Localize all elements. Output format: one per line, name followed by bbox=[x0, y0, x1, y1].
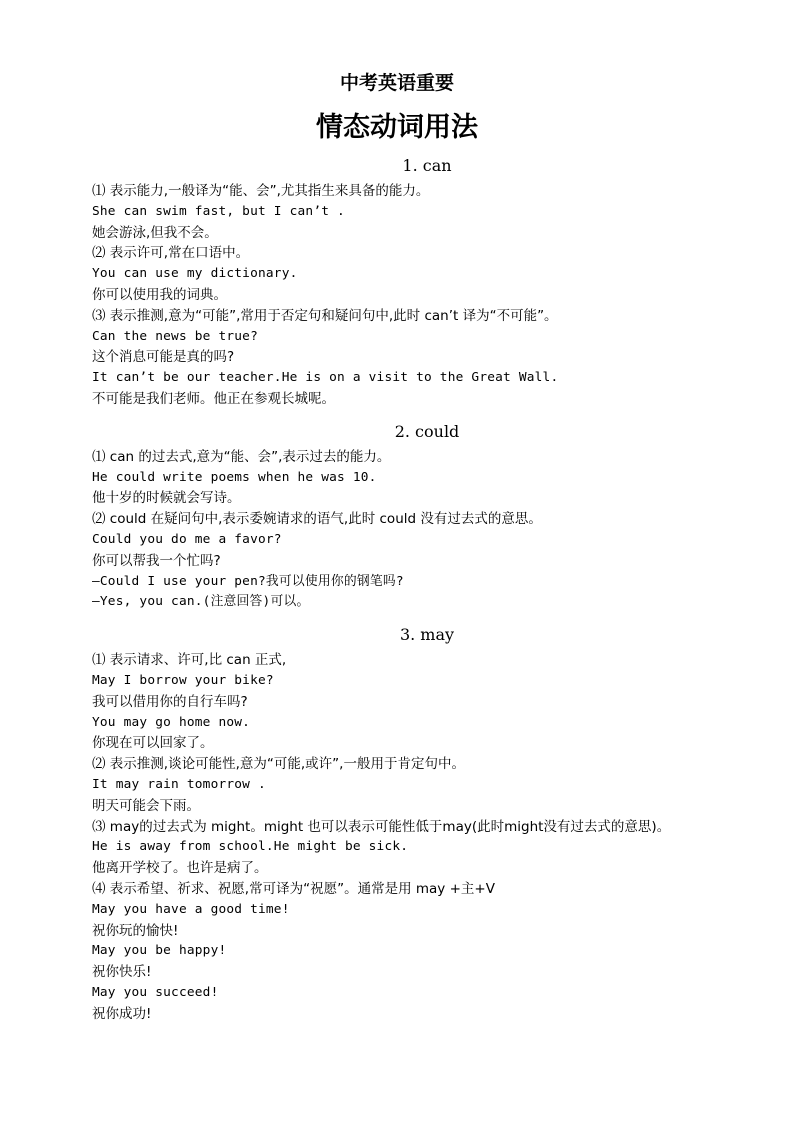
english-example-line: —Could I use your pen?我可以使用你的钢笔吗? bbox=[92, 573, 404, 589]
section-heading: 2. could bbox=[394, 421, 460, 441]
section-heading: 1. can bbox=[402, 156, 452, 175]
chinese-text-line: ⑴ 表示能力,一般译为“能、会”,尤其指生来具备的能力。 bbox=[92, 183, 430, 199]
english-example-line: You can use my dictionary. bbox=[92, 266, 298, 282]
section-heading: 3. may bbox=[399, 625, 455, 645]
chinese-text-line: ⑵ 表示推测,谈论可能性,意为“可能,或许”,一般用于肯定句中。 bbox=[92, 756, 465, 773]
english-example-line: Could you do me a favor? bbox=[92, 531, 282, 547]
chinese-text-line: 祝你玩的愉快! bbox=[92, 922, 179, 939]
english-example-line: It may rain tomorrow . bbox=[92, 776, 266, 792]
chinese-text-line: 祝你成功! bbox=[92, 1005, 152, 1022]
english-example-line: May you succeed! bbox=[92, 984, 219, 1000]
english-example-line: May I borrow your bike? bbox=[92, 672, 274, 688]
english-example-line: He is away from school.He might be sick. bbox=[92, 839, 409, 855]
chinese-text-line: 她会游泳,但我不会。 bbox=[92, 224, 218, 241]
chinese-text-line: 我可以借用你的自行车吗? bbox=[92, 693, 248, 710]
english-example-line: Can the news be true? bbox=[92, 328, 258, 344]
chinese-text-line: 你可以帮我一个忙吗? bbox=[92, 552, 221, 569]
chinese-text-line: ⑴ can 的过去式,意为“能、会”,表示过去的能力。 bbox=[92, 448, 391, 465]
chinese-text-line: 祝你快乐! bbox=[92, 964, 152, 981]
english-example-line: He could write poems when he was 10. bbox=[92, 469, 377, 485]
document-subtitle: 情态动词用法 bbox=[316, 112, 478, 143]
chinese-text-line: ⑷ 表示希望、祈求、祝愿,常可译为“祝愿”。通常是用 may +主+V bbox=[92, 880, 495, 897]
chinese-text-line: 你现在可以回家了。 bbox=[92, 735, 214, 752]
english-example-line: —Yes, you can.(注意回答)可以。 bbox=[92, 594, 310, 610]
english-example-line: It can’t be our teacher.He is on a visit to the Great Wall. bbox=[92, 370, 559, 386]
chinese-text-line: 他十岁的时候就会写诗。 bbox=[92, 490, 241, 507]
english-example-line: May you be happy! bbox=[92, 943, 227, 959]
chinese-text-line: 他离开学校了。也许是病了。 bbox=[92, 860, 268, 877]
english-example-line: She can swim fast, but I can’t . bbox=[92, 203, 345, 219]
section-1 bbox=[92, 150, 762, 410]
chinese-text-line: 这个消息可能是真的吗? bbox=[92, 349, 235, 366]
chinese-text-line: ⑵ could 在疑问句中,表示委婉请求的语气,此时 could 没有过去式的意思。 bbox=[92, 511, 542, 528]
chinese-text-line: ⑶ 表示推测,意为“可能”,常用于否定句和疑问句中,此时 can’t 译为“不可能”。 bbox=[92, 307, 558, 324]
section-3 bbox=[92, 619, 762, 1024]
document-body bbox=[92, 150, 762, 1030]
section-2 bbox=[92, 416, 762, 613]
document-title: 中考英语重要 bbox=[339, 72, 454, 94]
english-example-line: You may go home now. bbox=[92, 714, 251, 730]
chinese-text-line: ⑵ 表示许可,常在口语中。 bbox=[92, 245, 250, 262]
chinese-text-line: ⑶ may的过去式为 might。might 也可以表示可能性低于may(此时might没有过去式的意思)。 bbox=[92, 818, 671, 835]
english-example-line: May you have a good time! bbox=[92, 901, 290, 917]
chinese-text-line: 明天可能会下雨。 bbox=[92, 797, 200, 814]
chinese-text-line: ⑴ 表示请求、许可,比 can 正式, bbox=[92, 652, 287, 669]
chinese-text-line: 你可以使用我的词典。 bbox=[92, 286, 227, 303]
chinese-text-line: 不可能是我们老师。他正在参观长城呢。 bbox=[92, 390, 335, 407]
